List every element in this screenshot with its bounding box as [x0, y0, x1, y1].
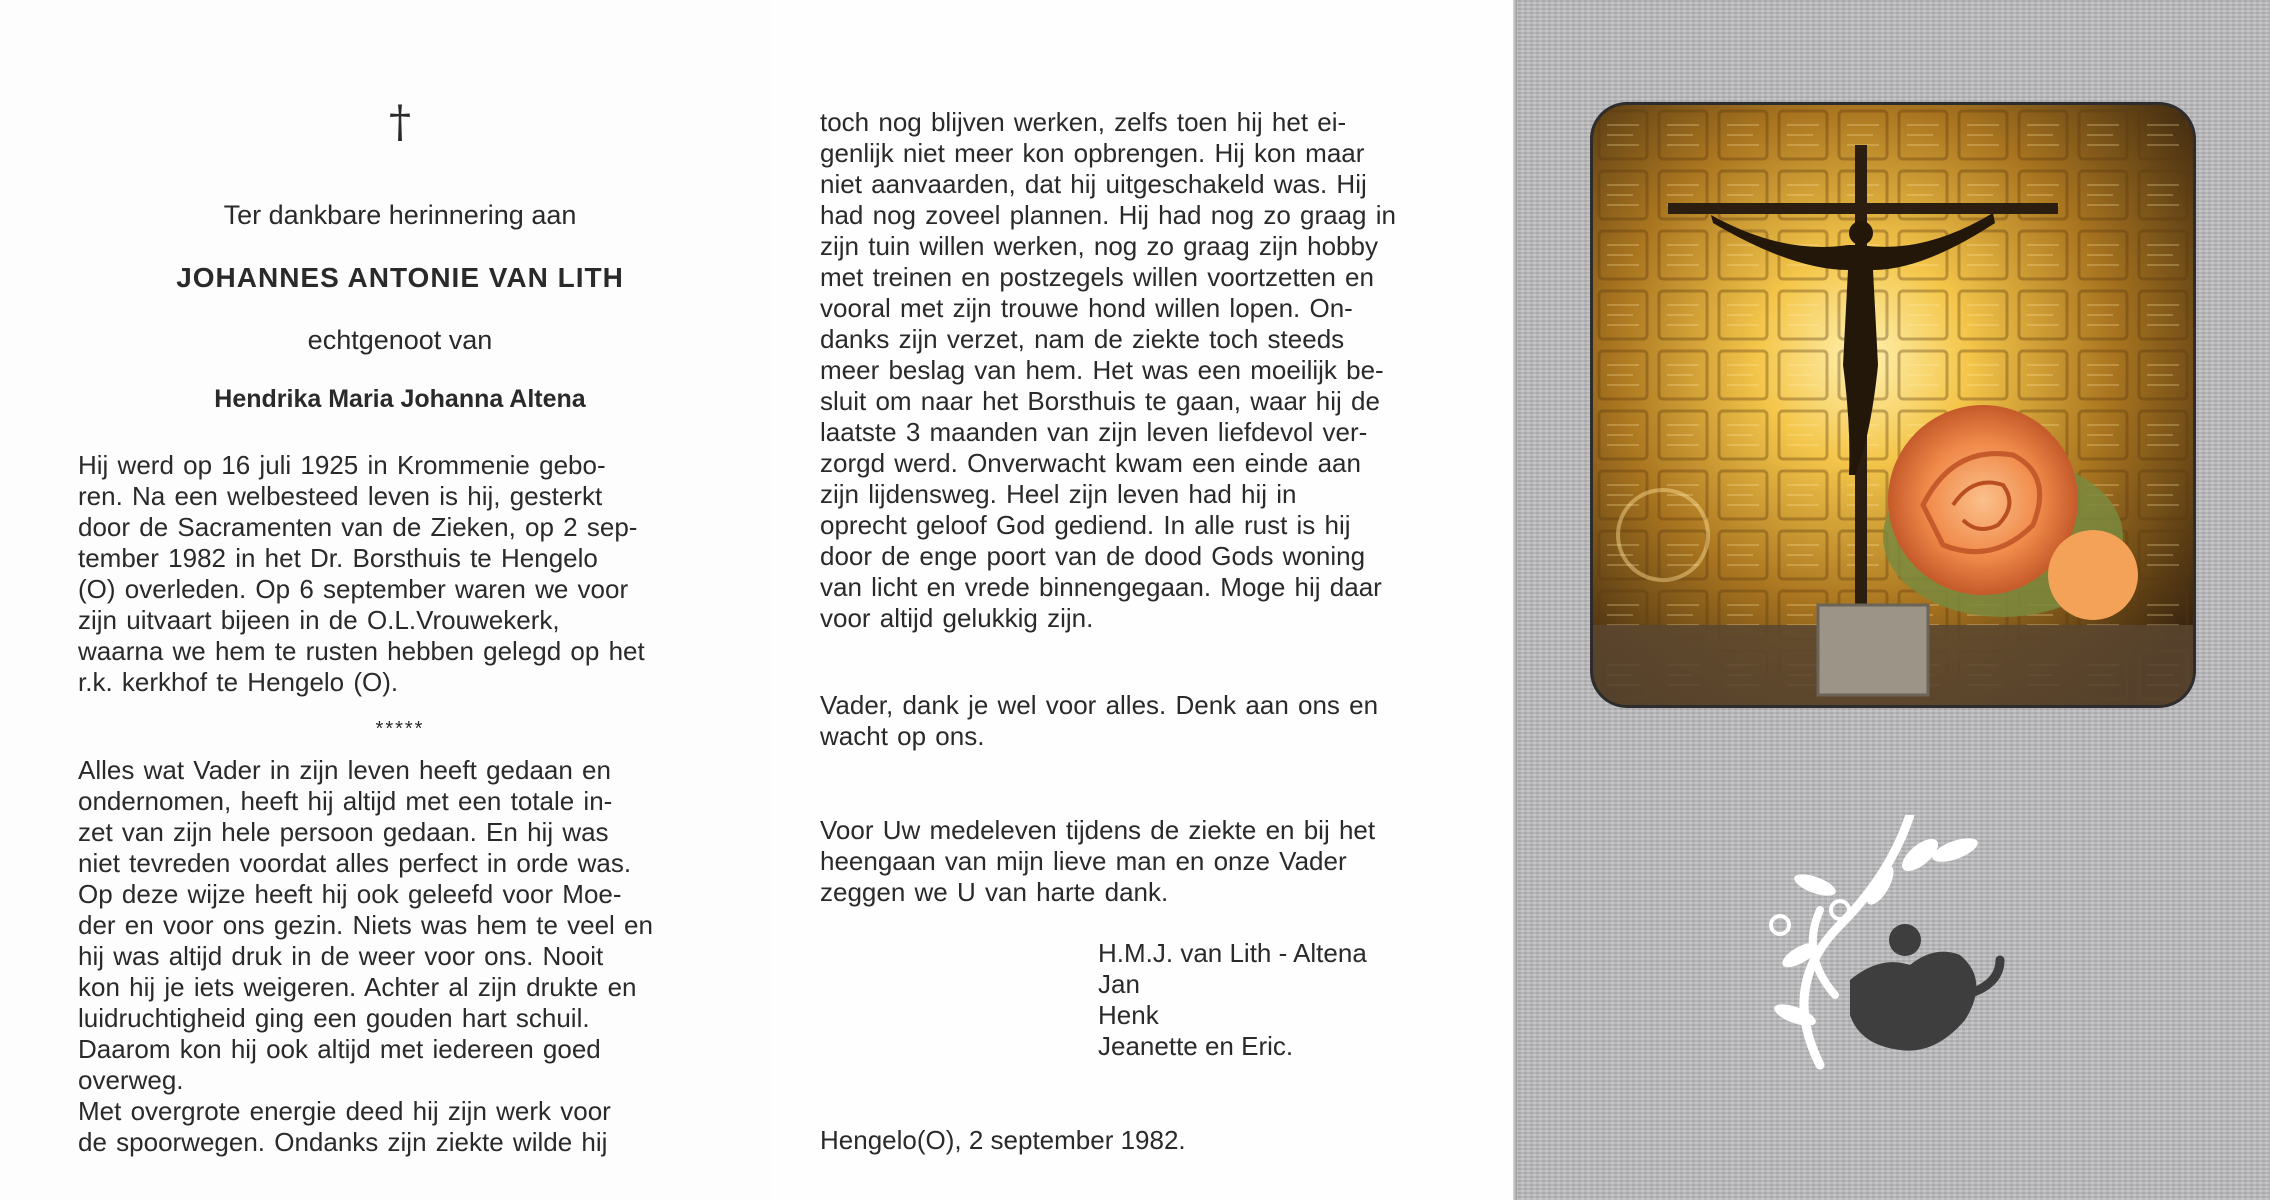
cross-icon: † — [389, 97, 411, 148]
biography-paragraph — [78, 450, 730, 698]
text-line: waarna we hem te rusten hebben gelegd op het — [78, 636, 645, 666]
text-line: (O) overleden. Op 6 september waren we voor — [78, 574, 629, 604]
text-line: der en voor ons gezin. Niets was hem te veel en — [78, 910, 653, 940]
place-date: Hengelo(O), 2 september 1982. — [820, 1125, 1186, 1155]
emblem-illustration — [1760, 815, 2010, 1075]
tribute-paragraph-left — [78, 755, 730, 1158]
deceased-name: JOHANNES ANTONIE VAN LITH — [176, 262, 624, 293]
text-line: danks zijn verzet, nam de ziekte toch steeds — [820, 324, 1345, 354]
spouse-of-label: echtgenoot van — [307, 325, 493, 355]
text-line: hij was altijd druk in de weer voor ons. Nooit — [78, 941, 604, 971]
signature-line: H.M.J. van Lith - Altena — [1098, 938, 1367, 968]
text-line: genlijk niet meer kon opbrengen. Hij kon maar — [820, 138, 1365, 168]
spouse-name: Hendrika Maria Johanna Altena — [214, 385, 586, 413]
crucifix-rose-illustration — [1593, 105, 2193, 705]
text-line: meer beslag van hem. Het was een moeilijk be- — [820, 355, 1384, 385]
text-line: ren. Na een welbesteed leven is hij, gesterkt — [78, 481, 603, 511]
text-line: r.k. kerkhof te Hengelo (O). — [78, 667, 399, 697]
text-line: Daarom kon hij ook altijd met iedereen goed — [78, 1034, 601, 1064]
text-line: niet aanvaarden, dat hij uitgeschakeld was. Hij — [820, 169, 1367, 199]
card-fold — [1513, 0, 1517, 1200]
text-line: van licht en vrede binnengegaan. Moge hij daar — [820, 572, 1382, 602]
separator-stars: ***** — [375, 718, 425, 740]
text-line: Vader, dank je wel voor alles. Denk aan ons en — [820, 690, 1379, 720]
text-line: voor altijd gelukkig zijn. — [820, 603, 1094, 633]
text-line: heengaan van mijn lieve man en onze Vader — [820, 846, 1347, 876]
text-line: had nog zoveel plannen. Hij had nog zo graag in — [820, 200, 1396, 230]
text-line: Op deze wijze heeft hij ook geleefd voor Moe- — [78, 879, 622, 909]
crucifix-rose-photo — [1593, 105, 2193, 705]
text-line: ondernomen, heeft hij altijd met een totale in- — [78, 786, 613, 816]
text-line: luidruchtigheid ging een gouden hart schuil. — [78, 1003, 590, 1033]
text-line: zorgd werd. Onverwacht kwam een einde aan — [820, 448, 1361, 478]
text-line: laatste 3 maanden van zijn leven liefdevol ver- — [820, 417, 1368, 447]
family-signatures — [1098, 938, 1367, 1062]
text-line: Hij werd op 16 juli 1925 in Krommenie gebo- — [78, 450, 606, 480]
text-line: zijn uitvaart bijeen in de O.L.Vrouwekerk, — [78, 605, 560, 635]
thanks-father-paragraph — [820, 690, 1468, 752]
intro-text: Ter dankbare herinnering aan — [223, 200, 577, 230]
text-line: zijn lijdensweg. Heel zijn leven had hij in — [820, 479, 1297, 509]
text-line: sluit om naar het Borsthuis te gaan, waar hij de — [820, 386, 1380, 416]
text-line: door de enge poort van de dood Gods woning — [820, 541, 1366, 571]
text-line: zijn tuin willen werken, nog zo graag zijn hobby — [820, 231, 1378, 261]
text-line: Met overgrote energie deed hij zijn werk voor — [78, 1096, 611, 1126]
text-line: de spoorwegen. Ondanks zijn ziekte wilde hij — [78, 1127, 608, 1157]
text-line: niet tevreden voordat alles perfect in orde was. — [78, 848, 632, 878]
oil-lamp-olive-branch-icon — [1760, 815, 2010, 1075]
signature-line: Jan — [1098, 969, 1140, 999]
cross-beam — [1668, 203, 2058, 214]
sympathy-paragraph — [820, 815, 1468, 908]
text-line: kon hij je iets weigeren. Achter al zijn drukte en — [78, 972, 637, 1002]
text-line: wacht op ons. — [820, 721, 985, 751]
text-line: door de Sacramenten van de Zieken, op 2 sep- — [78, 512, 638, 542]
text-line: zeggen we U van harte dank. — [820, 877, 1169, 907]
text-line: met treinen en postzegels willen voortzetten en — [820, 262, 1374, 292]
text-line: overweg. — [78, 1065, 184, 1095]
text-line: Voor Uw medeleven tijdens de ziekte en bij het — [820, 815, 1376, 845]
text-line: oprecht geloof God gediend. In alle rust is hij — [820, 510, 1351, 540]
text-line: toch nog blijven werken, zelfs toen hij het ei- — [820, 107, 1347, 137]
text-line: zet van zijn hele persoon gedaan. En hij was — [78, 817, 609, 847]
text-line: tember 1982 in het Dr. Borsthuis te Hengelo — [78, 543, 598, 573]
signature-line: Henk — [1098, 1000, 1159, 1030]
signature-line: Jeanette en Eric. — [1098, 1031, 1294, 1061]
text-line: vooral met zijn trouwe hond willen lopen. On- — [820, 293, 1353, 323]
tribute-paragraph-right — [820, 107, 1468, 634]
text-line: Alles wat Vader in zijn leven heeft gedaan en — [78, 755, 611, 785]
